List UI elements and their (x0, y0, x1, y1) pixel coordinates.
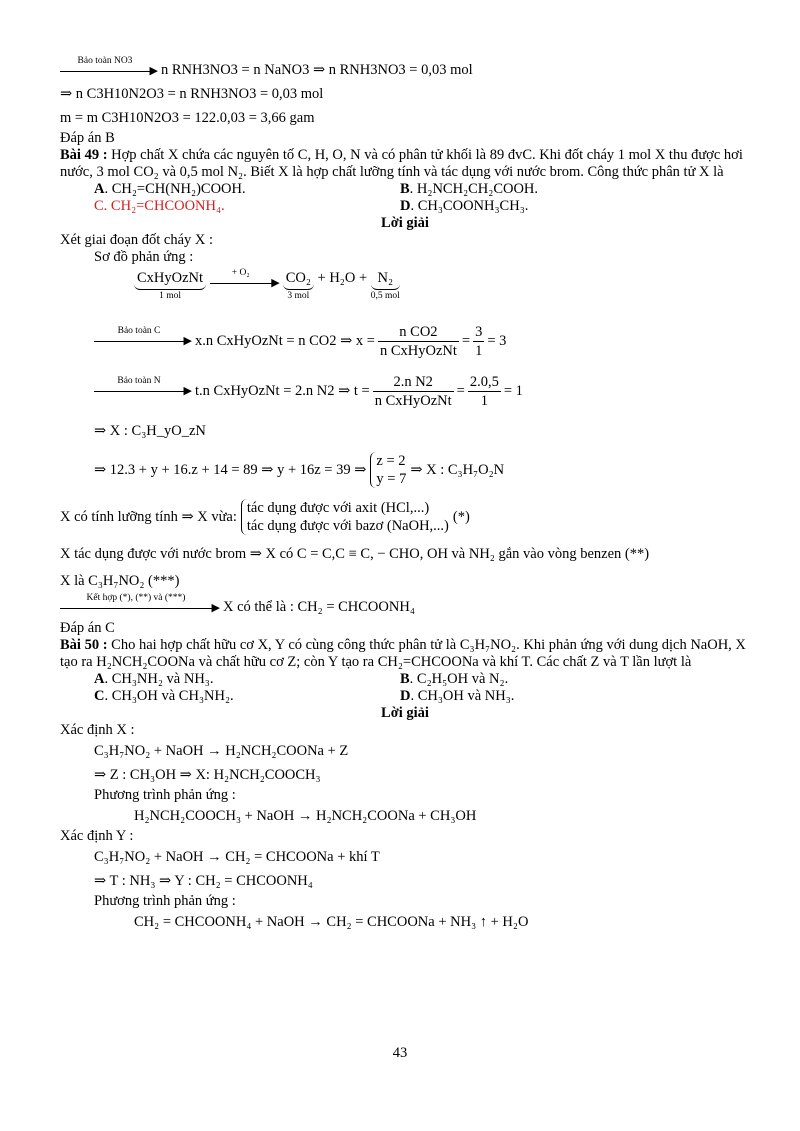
equation-line: C₃H₇NO₂ + NaOH → H₂NCH₂COONa + Z (94, 743, 349, 759)
problem-49-options-row2 (60, 198, 750, 215)
reaction-arrow: Kết hợp (*), (**) và (***) ▶ (60, 601, 220, 615)
reaction-arrow: Bảo toàn NO3 ▶ (60, 64, 158, 78)
text-line: Sơ đồ phản ứng : (94, 249, 194, 265)
text-line: Xét giai đoạn đốt cháy X : (60, 232, 214, 248)
reaction-arrow: Bảo toàn N ▶ (94, 384, 192, 398)
equation-line: ⇒ T : NH₃ ⇒ Y : CH₂ = CHCOONH₄ (94, 873, 313, 889)
nitrogen-balance-line: Bảo toàn N ▶ t.n CxHyOzNt = 2.n N2 ⇒ t = $\frac{\text{2.n N2}}{\text{n CxHyOzNt}}$ = $\frac{2.0,5}{1}$ = 1 (60, 366, 750, 416)
fraction: $\frac{3}{1}$ (475, 323, 483, 359)
option-a: A. CH₂=CH(NH₂)COOH. (94, 181, 246, 197)
answer-line: Đáp án B (60, 130, 115, 146)
carbon-balance-line: Bảo toàn C ▶ x.n CxHyOzNt = n CO2 ⇒ x = $\frac{\text{n CO2}}{\text{n CxHyOzNt}}$ = $\frac{3}{1}$ = 3 (60, 316, 750, 366)
solution-heading: Lời giải (381, 705, 429, 721)
problem-50-statement: Bài 50 : Cho hai hợp chất hữu cơ X, Y có cùng công thức phân tử là C₃H₇NO₂. Khi phản ứng với dung dịch NaOH, X tạo ra H₂NCH₂COONa và chất hữu cơ Z; còn Y tạo ra CH₂=CHCOONa và khí T. Các chất Z và T lần lượt là (60, 637, 746, 670)
fraction: $\frac{\text{n CO2}}{\text{n CxHyOzNt}}$ (379, 323, 457, 359)
equation-line: CH₂ = CHCOONH₄ + NaOH → CH₂ = CHCOONa + NH₃ ↑ + H₂O (134, 914, 529, 930)
text-line: Phương trình phản ứng : (94, 893, 236, 909)
equation-line: ⇒ n C3H10N2O3 = n RNH3NO3 = 0,03 mol (60, 86, 324, 102)
option-b: B. H₂NCH₂CH₂COOH. (400, 181, 539, 197)
reaction-arrow: + O₂ ▶ (210, 276, 280, 290)
amphoteric-line: X có tính lưỡng tính ⇒ X vừa: tác dụng được với axit (HCl,...) tác dụng được với bazơ (NaOH,...) (*) (60, 500, 470, 534)
page-number: 43 (392, 1045, 408, 1061)
equation-line: X tác dụng được với nước brom ⇒ X có C = C,C ≡ C, − CHO, OH và NH₂ gắn vào vòng benzen (**) (60, 546, 650, 562)
option-a: A. CH₃NH₂ và NH₃. (94, 671, 214, 687)
system-equation-line: ⇒ 12.3 + y + 16.z + 14 = 89 ⇒ y + 16z = 39 ⇒ z = 2 y = 7 ⇒ X : C₃H₇O₂N (94, 453, 505, 487)
equation-line: C₃H₇NO₂ + NaOH → CH₂ = CHCOONa + khí T (94, 849, 380, 865)
problem-50-options-row2 (60, 688, 750, 705)
document-page (60, 55, 750, 934)
problem-49-options-row1 (60, 181, 750, 198)
reactant-underbrace: CxHyOzNt 1 mol (134, 270, 206, 303)
equation-system: tác dụng được với axit (HCl,...) tác dụng được với bazơ (NaOH,...) (241, 499, 449, 535)
equation-line: ⇒ Z : CH₃OH ⇒ X: H₂NCH₂COOCH₃ (94, 767, 321, 783)
equation-line: H₂NCH₂COOCH₃ + NaOH → H₂NCH₂COONa + CH₃OH (134, 808, 477, 824)
option-b: B. C₂H₅OH và N₂. (400, 671, 509, 687)
option-c-correct: C. CH₂=CHCOONH₄. (94, 198, 225, 214)
fraction: $\frac{2.0,5}{1}$ (469, 373, 499, 409)
fraction: $\frac{\text{2.n N2}}{\text{n CxHyOzNt}}$ (374, 373, 452, 409)
answer-line: Đáp án C (60, 620, 115, 636)
text-line: Xác định X : (60, 722, 135, 738)
conservation-no3-line: Bảo toàn NO3 ▶ n RNH3NO3 = n NaNO3 ⇒ n RNH3NO3 = 0,03 mol (60, 58, 750, 82)
text-line: Xác định Y : (60, 828, 134, 844)
option-c: C. CH₃OH và CH₃NH₂. (94, 688, 234, 704)
problem-50-options-row1 (60, 671, 750, 688)
equation-line: m = m C3H10N2O3 = 122.0,03 = 3,66 gam (60, 110, 315, 126)
reaction-arrow: Bảo toàn C ▶ (94, 334, 192, 348)
equation-line: X là C₃H₇NO₂ (***) (60, 573, 180, 589)
problem-49-statement: Bài 49 : Hợp chất X chứa các nguyên tố C, H, O, N và có phân tử khối là 89 đvC. Khi đốt cháy 1 mol X thu được hơi nước, 3 mol CO₂ và 0,5 mol N₂. Biết X là hợp chất lưỡng tính và tác dụng với nước brom. Công thức phân tử X là (60, 147, 743, 180)
option-d: D. CH₃OH và NH₃. (400, 688, 515, 704)
n2-underbrace: N₂ 0,5 mol (370, 270, 400, 301)
co2-underbrace: CO₂ 3 mol (283, 270, 314, 303)
option-d: D. CH₃COONH₃CH₃. (400, 198, 529, 214)
conclusion-line: Kết hợp (*), (**) và (***) ▶ X có thể là : CH₂ = CHCOONH₄ (60, 594, 750, 620)
text-line: Phương trình phản ứng : (94, 787, 236, 803)
reaction-scheme: CxHyOzNt 1 mol + O₂ ▶ CO₂ 3 mol + H₂O + N₂ 0,5 mol (60, 266, 750, 316)
solution-heading: Lời giải (381, 215, 429, 231)
equation-line: ⇒ X : C₃H_yO_zN (94, 423, 206, 439)
equation-system: z = 2 y = 7 (370, 452, 406, 488)
